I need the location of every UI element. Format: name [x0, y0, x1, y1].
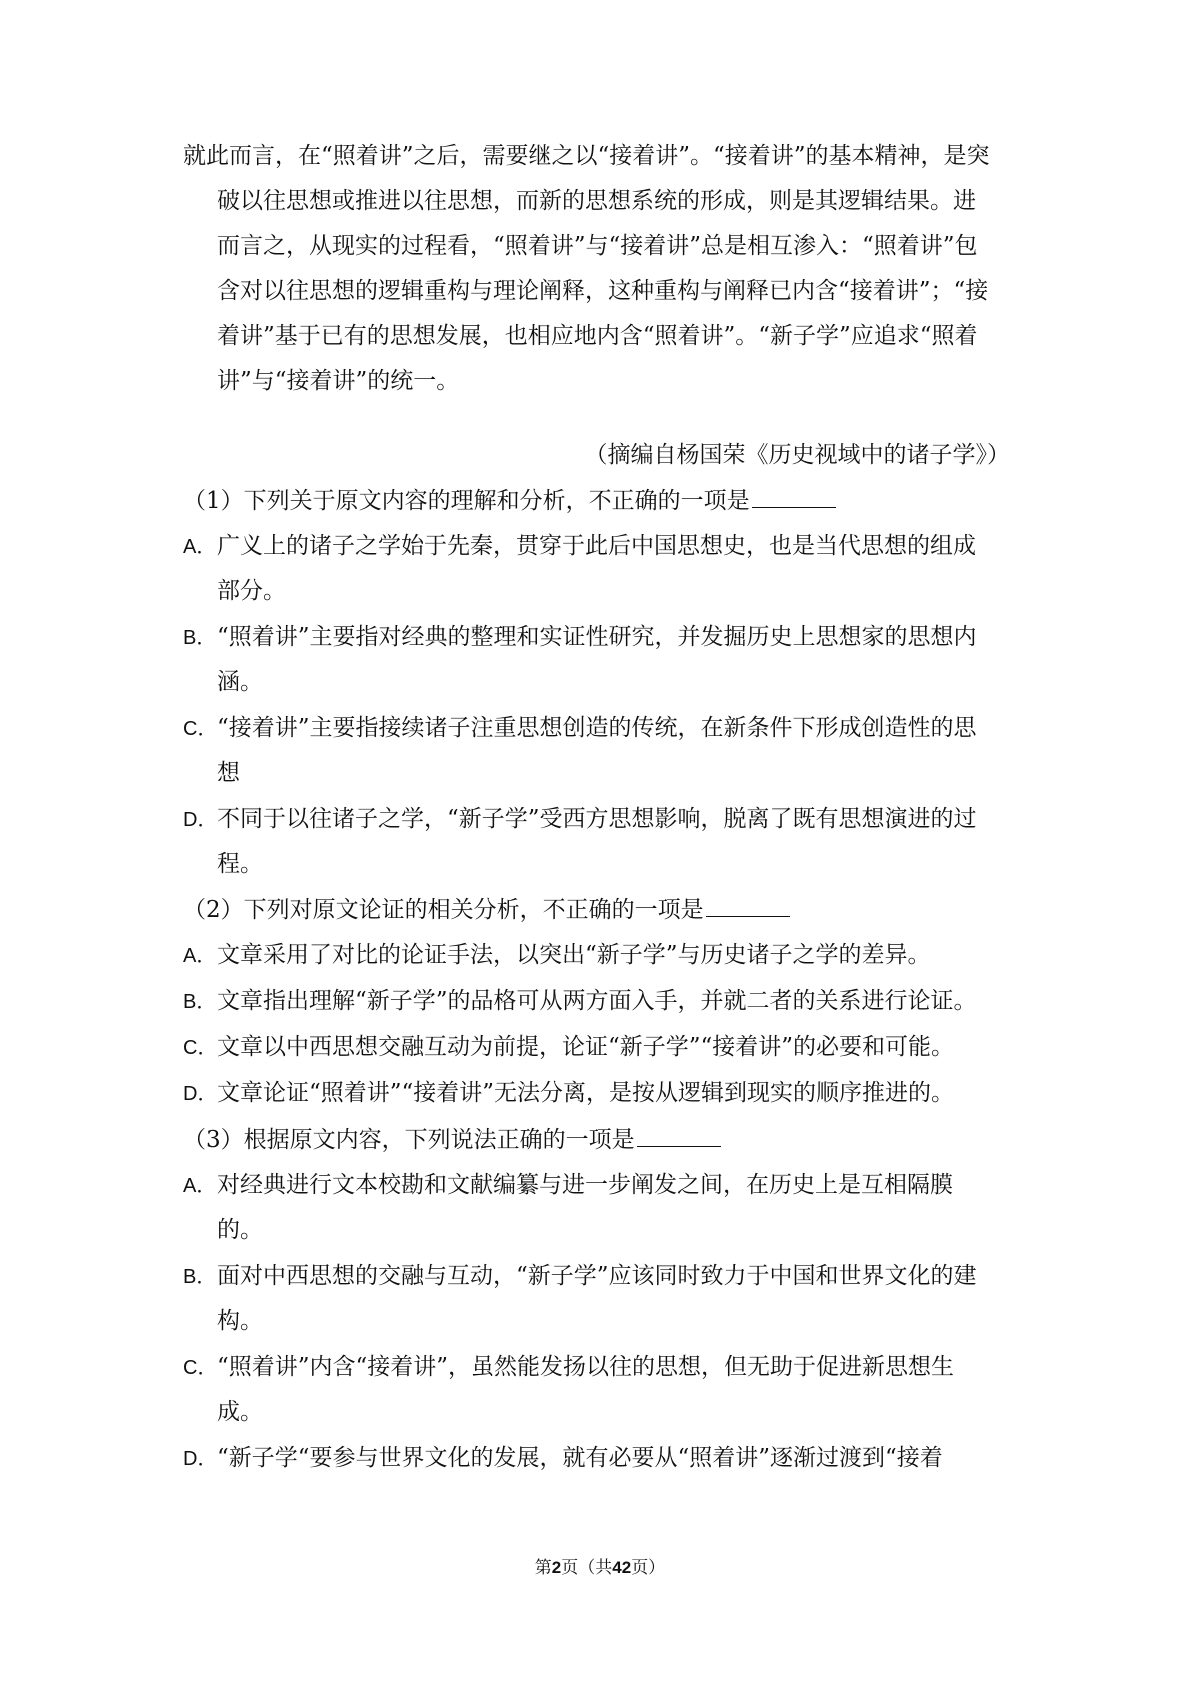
option-letter: C． [183, 1357, 218, 1379]
question-stem-text: （2）下列对原文论证的相关分析，不正确的一项是 [183, 897, 704, 923]
option-letter: B． [183, 627, 217, 649]
option-letter: D． [183, 1083, 218, 1105]
option-1d [183, 804, 977, 835]
option-3b [183, 1261, 977, 1292]
footer-suffix: 页） [631, 1558, 666, 1578]
option-2b [183, 986, 977, 1017]
question-stem-text: （3）根据原文内容，下列说法正确的一项是 [183, 1127, 635, 1153]
option-letter: C． [183, 718, 218, 740]
option-3b-cont: 构。 [217, 1308, 263, 1334]
option-text: 对经典进行文本校勘和文献编纂与进一步阐发之间，在历史上是互相隔膜 [217, 1172, 953, 1198]
option-letter: A． [183, 1175, 217, 1197]
question-stem-text: （1）下列关于原文内容的理解和分析，不正确的一项是 [183, 488, 750, 514]
answer-blank [637, 1124, 721, 1147]
footer-total-pages: 42 [612, 1558, 632, 1577]
question-stem-3 [183, 1124, 721, 1155]
option-letter: C． [183, 1037, 218, 1059]
option-letter: D． [183, 1448, 218, 1470]
option-text: 不同于以往诸子之学，“新子学”受西方思想影响，脱离了既有思想演进的过 [217, 806, 977, 832]
option-text: “照着讲”主要指对经典的整理和实证性研究，并发掘历史上思想家的思想内 [217, 624, 977, 650]
passage-line: 讲”与“接着讲”的统一。 [217, 368, 460, 394]
option-text: 文章指出理解“新子学”的品格可从两方面入手，并就二者的关系进行论证。 [217, 988, 977, 1014]
passage-line: 就此而言，在“照着讲”之后，需要继之以“接着讲”。“接着讲”的基本精神，是突 [183, 143, 990, 169]
option-1c-cont: 想 [217, 760, 240, 786]
option-text: “接着讲”主要指接续诸子注重思想创造的传统，在新条件下形成创造性的思 [217, 715, 977, 741]
option-2a [183, 940, 931, 971]
option-text: “照着讲”内含“接着讲”，虽然能发扬以往的思想，但无助于促进新思想生 [217, 1354, 955, 1380]
option-letter: D． [183, 809, 218, 831]
option-text: “新子学“要参与世界文化的发展，就有必要从“照着讲”逐渐过渡到“接着 [217, 1445, 943, 1471]
option-letter: B． [183, 1266, 217, 1288]
option-text: 文章论证“照着讲”“接着讲”无法分离，是按从逻辑到现实的顺序推进的。 [217, 1080, 955, 1106]
option-1c [183, 713, 977, 744]
footer-page-number: 2 [551, 1558, 562, 1577]
passage-line: 而言之，从现实的过程看，“照着讲”与“接着讲”总是相互渗入：“照着讲”包 [217, 233, 978, 259]
option-3a [183, 1170, 953, 1201]
option-1a-cont: 部分。 [217, 578, 286, 604]
answer-blank [752, 485, 836, 508]
option-3c-cont: 成。 [217, 1399, 263, 1425]
option-3d [183, 1443, 943, 1474]
option-2c [183, 1032, 954, 1063]
option-2d [183, 1078, 954, 1109]
footer-prefix: 第 [534, 1558, 552, 1578]
option-1d-cont: 程。 [217, 851, 263, 877]
question-stem-2 [183, 894, 790, 925]
option-letter: B． [183, 991, 217, 1013]
footer-middle: 页（共 [561, 1558, 613, 1578]
option-letter: A． [183, 945, 217, 967]
option-text: 面对中西思想的交融与互动，“新子学”应该同时致力于中国和世界文化的建 [217, 1263, 977, 1289]
option-3c [183, 1352, 954, 1383]
answer-blank [706, 894, 790, 917]
option-text: 文章以中西思想交融互动为前提，论证“新子学”“接着讲”的必要和可能。 [217, 1034, 955, 1060]
option-1b-cont: 涵。 [217, 669, 263, 695]
option-3a-cont: 的。 [217, 1217, 263, 1243]
option-text: 广义上的诸子之学始于先秦，贯穿于此后中国思想史，也是当代思想的组成 [217, 533, 976, 559]
passage-line: 着讲”基于已有的思想发展，也相应地内含“照着讲”。“新子学”应追求“照着 [217, 323, 978, 349]
passage-line: 破以往思想或推进以往思想，而新的思想系统的形成，则是其逻辑结果。进 [217, 188, 976, 214]
option-letter: A． [183, 536, 217, 558]
option-text: 文章采用了对比的论证手法，以突出“新子学”与历史诸子之学的差异。 [217, 942, 931, 968]
passage-source: （摘编自杨国荣《历史视域中的诸子学》） [584, 442, 1010, 468]
passage-line: 含对以往思想的逻辑重构与理论阐释，这种重构与阐释已内含“接着讲”；“接 [217, 278, 989, 304]
question-stem-1 [183, 485, 836, 516]
option-1b [183, 622, 977, 653]
page-footer [0, 1557, 1200, 1579]
option-1a [183, 531, 976, 562]
